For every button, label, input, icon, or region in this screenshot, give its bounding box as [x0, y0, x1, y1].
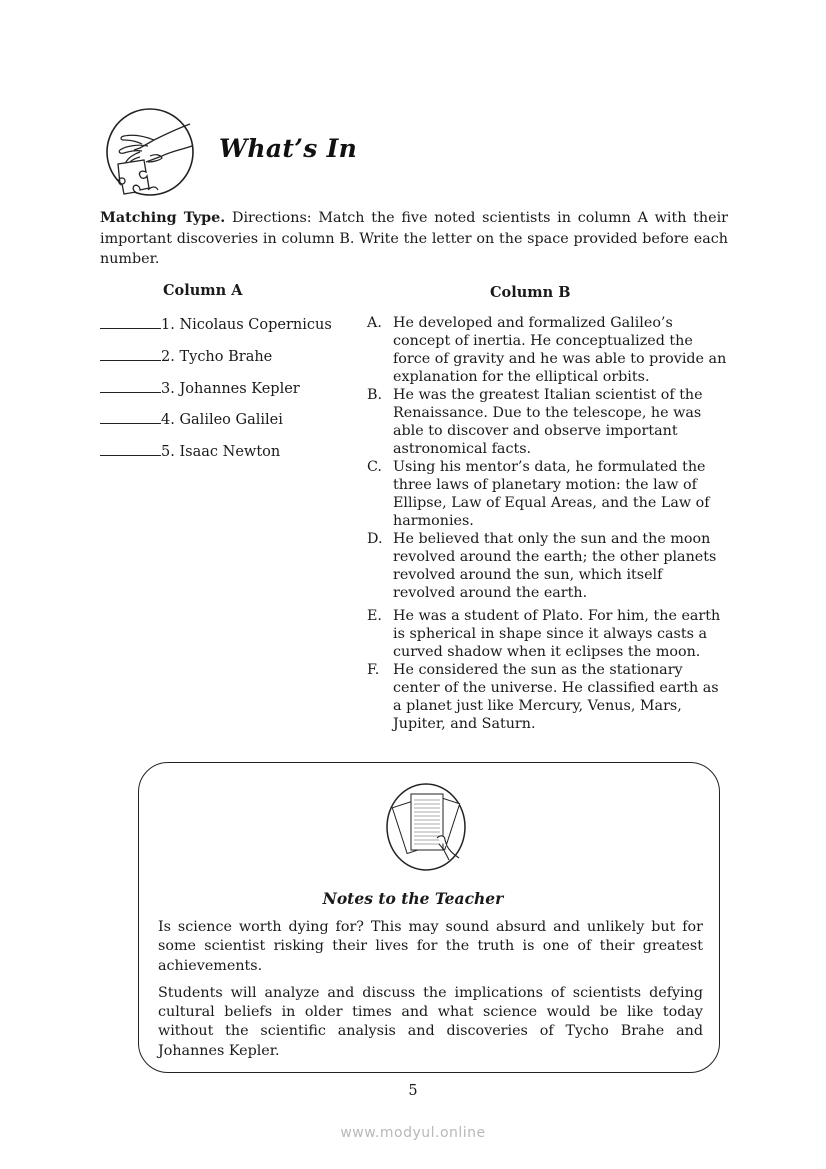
column-a-heading: Column A: [163, 282, 243, 299]
choice-letter: D.: [367, 531, 383, 547]
choice-letter: C.: [367, 459, 382, 475]
column-b-item: [367, 314, 729, 386]
directions-text: Directions: Match the five noted scientists in column A with their important discoveries in column B. Write the letter on the space provided before each number.: [100, 210, 728, 267]
column-a-item: [100, 346, 332, 378]
choice-text: He was the greatest Italian scientist of the Renaissance. Due to the telescope, he was able to discover and observe important astronomical facts.: [393, 387, 703, 457]
column-a-item: [100, 409, 332, 441]
section-title: What’s In: [219, 134, 358, 163]
column-a-item: [100, 314, 332, 346]
column-b-item: [367, 607, 729, 661]
item-number: 2.: [161, 348, 175, 365]
column-b-item: [367, 661, 729, 733]
choice-letter: E.: [367, 608, 382, 624]
choice-text: He believed that only the sun and the moon revolved around the earth; the other planets revolved around the sun, which itself revolved around the earth.: [393, 531, 717, 601]
choice-text: Using his mentor’s data, he formulated the three laws of planetary motion: the law of Ellipse, Law of Equal Areas, and the Law of harmonies.: [393, 459, 710, 529]
column-a-item: [100, 378, 332, 410]
item-number: 4.: [161, 412, 175, 429]
scientist-name: Tycho Brahe: [179, 348, 273, 365]
answer-blank[interactable]: [100, 441, 161, 456]
column-a-list: [100, 314, 332, 473]
choice-letter: A.: [367, 315, 382, 331]
choice-text: He developed and formalized Galileo’s concept of inertia. He conceptualized the force of gravity and he was able to provide an explanation for the elliptical orbits.: [393, 315, 727, 385]
column-b-list: [367, 314, 729, 733]
choice-text: He was a student of Plato. For him, the earth is spherical in shape since it always casts a curved shadow when it eclipses the moon.: [393, 608, 721, 660]
item-number: 5.: [161, 444, 175, 461]
column-b-item: [367, 530, 729, 602]
directions-paragraph: [100, 208, 728, 270]
scientist-name: Isaac Newton: [179, 444, 281, 461]
answer-blank[interactable]: [100, 346, 161, 361]
scientist-name: Galileo Galilei: [179, 412, 283, 429]
column-b-heading: Column B: [490, 284, 571, 301]
answer-blank[interactable]: [100, 378, 161, 393]
column-b-item: [367, 458, 729, 530]
choice-letter: B.: [367, 387, 383, 403]
choice-text: He considered the sun as the stationary center of the universe. He classified earth as a planet just like Mercury, Venus, Mars, Jupiter, and Saturn.: [393, 662, 719, 732]
hand-holding-papers-icon: [385, 782, 467, 872]
notes-paragraph: Is science worth dying for? This may sound absurd and unlikely but for some scientist risking their lives for the truth is one of their greatest achievements.: [158, 919, 703, 974]
answer-blank[interactable]: [100, 314, 161, 329]
column-a-item: [100, 441, 332, 473]
item-number: 1.: [161, 317, 175, 333]
watermark: www.modyul.online: [340, 1125, 486, 1141]
answer-blank[interactable]: [100, 409, 161, 424]
choice-letter: F.: [367, 662, 380, 678]
hand-puzzle-piece-icon: [104, 106, 196, 198]
column-b-item: [367, 386, 729, 458]
scientist-name: Johannes Kepler: [179, 380, 300, 397]
notes-body: [158, 918, 703, 1069]
item-number: 3.: [161, 380, 175, 397]
notes-paragraph: Students will analyze and discuss the implications of scientists defying cultural beliefs in older times and what science would be like today without the scientific analysis and discoveries of Tycho Brahe and Johannes Kepler.: [158, 984, 703, 1059]
notes-title: Notes to the Teacher: [322, 889, 504, 908]
page-number: 5: [408, 1083, 418, 1099]
scientist-name: Nicolaus Copernicus: [179, 317, 332, 333]
directions-label: Matching Type.: [100, 210, 226, 226]
